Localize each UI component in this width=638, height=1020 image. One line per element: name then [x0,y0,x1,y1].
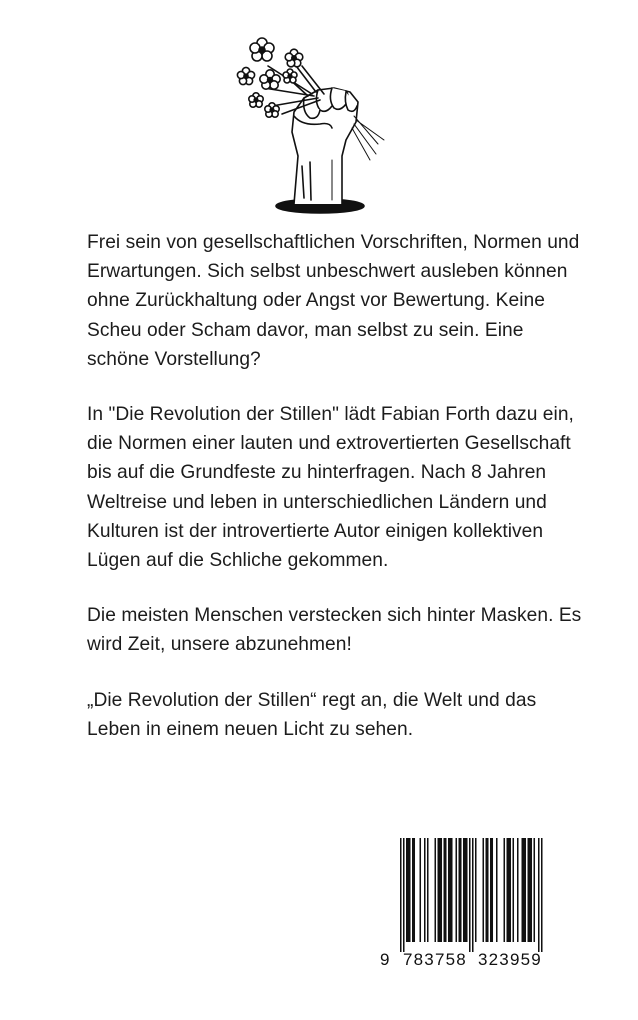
barcode-bar [525,838,527,942]
barcode-bar [487,838,489,942]
paragraph-closing: „Die Revolution der Stillen“ regt an, die Welt und das Leben in einem neuen Licht zu sehen. [87,689,537,740]
barcode-guard-bar [538,838,540,952]
barcode-guard-bar [469,838,471,952]
barcode-bar [510,838,512,942]
barcode-bar [492,838,494,942]
barcode-bar [522,838,524,942]
barcode-bar [448,838,450,942]
paragraph-book-description: In "Die Revolution der Stillen" lädt Fabian Forth dazu ein, die Normen einer lauten und extrovertierten Gesellschaft bis auf die Grundfeste zu hinterfragen. Nach 8 Jahren Weltreise und leben in unterschiedlichen Ländern und Kulturen ist der introvertierte Autor einigen kollektiven Lügen auf die Schliche gekommen. [87,404,574,572]
barcode-guard-bar [541,838,543,952]
barcode-bar [486,838,488,942]
barcode-guard-bar [403,838,405,952]
barcode-digit-group-left: 783758 [403,950,467,969]
barcode-bar [441,838,443,942]
barcode-guard-bar [400,838,402,952]
back-cover-text [87,228,587,770]
barcode-bar [507,838,509,942]
barcode-bar [438,838,440,942]
barcode-bar [534,838,536,942]
barcode-bar [412,838,414,942]
paragraph-intro: Frei sein von gesellschaftlichen Vorschriften, Normen und Erwartungen. Sich selbst unbeschwert ausleben können ohne Zurückhaltung oder Angst vor Bewertung. Keine Scheu oder Scham davor, man selbst zu sein. Eine schöne Vorstellung? [87,232,580,370]
barcode-bar [406,838,408,942]
barcode-bar [475,838,477,942]
barcode-bar [528,838,530,942]
barcode-bar [504,838,506,942]
barcode-bar [523,838,525,942]
barcode-bar [459,838,461,942]
barcode-bar [420,838,422,942]
barcode-bar [451,838,453,942]
barcode-bar [445,838,447,942]
barcode-bar [414,838,416,942]
barcode-guard-bar [472,838,474,952]
barcode-first-digit: 9 [380,950,390,969]
barcode-bar [444,838,446,942]
barcode-bar [408,838,410,942]
barcode-bar [463,838,465,942]
paragraph-masks: Die meisten Menschen verstecken sich hinter Masken. Es wird Zeit, unsere abzunehmen! [87,605,582,656]
barcode-bar [531,838,533,942]
barcode-bar [483,838,485,942]
barcode-bar [460,838,462,942]
barcode-bar [465,838,467,942]
isbn-barcode [378,828,558,988]
barcode-bar [450,838,452,942]
barcode-bar [508,838,510,942]
barcode-bar [529,838,531,942]
barcode-bar [435,838,437,942]
barcode-bar [439,838,441,942]
barcode-digit-group-right: 323959 [478,950,542,969]
barcode-bar [513,838,515,942]
barcode-digits [378,949,558,971]
barcode-bar [466,838,468,942]
barcode-bar [427,838,429,942]
barcode-bars [378,828,558,952]
barcode-bar [490,838,492,942]
barcode-bar [496,838,498,942]
barcode-bar [456,838,458,942]
barcode-bar [424,838,426,942]
barcode-bar [517,838,519,942]
barcode-bar [409,838,411,942]
fist-holding-flowers-icon [228,36,388,216]
